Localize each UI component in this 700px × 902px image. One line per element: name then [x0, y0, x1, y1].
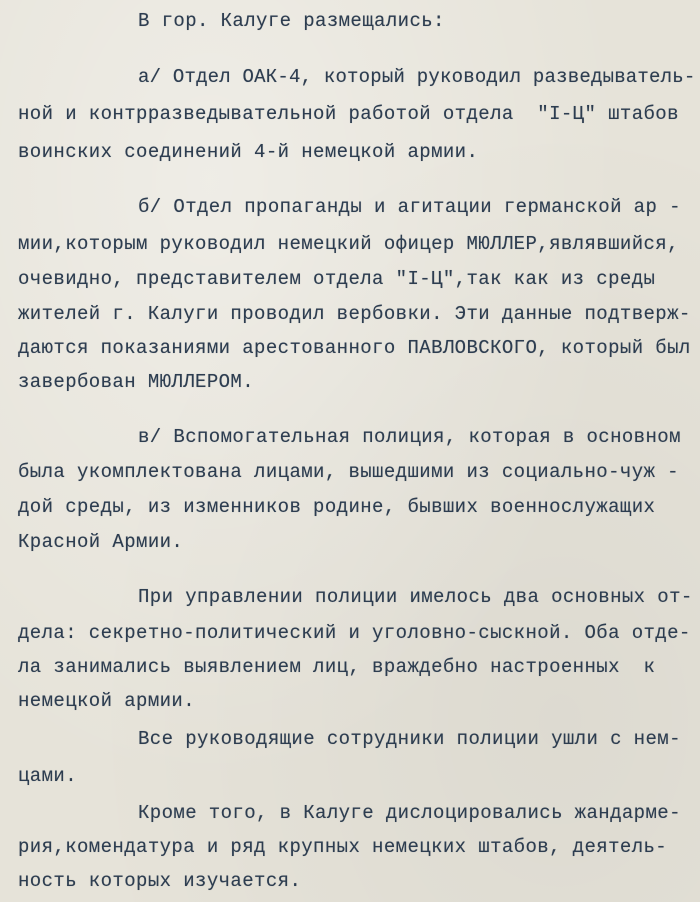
- text-line-17: ла занимались выявлением лиц, враждебно настроенных к: [18, 656, 656, 678]
- text-line-12: была укомплектована лицами, вышедшими из социально-чуж -: [18, 461, 679, 483]
- text-line-21: Кроме того, в Калуге дислоцировались жандарме-: [138, 802, 681, 824]
- text-line-4: воинских соединений 4-й немецкой армии.: [18, 141, 479, 163]
- text-line-7: очевидно, представителем отдела "I-Ц",так как из среды: [18, 268, 656, 290]
- text-line-8: жителей г. Калуги проводил вербовки. Эти данные подтверж-: [18, 303, 691, 325]
- text-line-23: ность которых изучается.: [18, 870, 302, 892]
- text-line-3: ной и контрразведывательной работой отдела "I-Ц" штабов: [18, 103, 679, 125]
- text-line-2: а/ Отдел ОАК-4, который руководил разведыватель-: [138, 66, 696, 88]
- text-line-11: в/ Вспомогательная полиция, которая в основном: [138, 426, 681, 448]
- text-line-22: рия,комендатура и ряд крупных немецких штабов, деятель-: [18, 836, 668, 858]
- text-line-16: дела: секретно-политический и уголовно-сыскной. Оба отде-: [18, 622, 691, 644]
- text-line-15: При управлении полиции имелось два основных от-: [138, 586, 693, 608]
- text-line-5: б/ Отдел пропаганды и агитации германской ар -: [138, 196, 681, 218]
- text-line-9: даются показаниями арестованного ПАВЛОВСКОГО, который был: [18, 337, 691, 359]
- text-line-19: Все руководящие сотрудники полиции ушли с нем-: [138, 728, 681, 750]
- text-line-18: немецкой армии.: [18, 690, 196, 712]
- text-line-1: В гор. Калуге размещались:: [138, 10, 445, 32]
- text-line-20: цами.: [18, 765, 78, 787]
- text-line-13: дой среды, из изменников родине, бывших военнослужащих: [18, 496, 656, 518]
- text-line-6: мии,которым руководил немецкий офицер МЮЛЛЕР,являвшийся,: [18, 233, 679, 255]
- text-line-10: завербован МЮЛЛЕРОМ.: [18, 371, 255, 393]
- text-line-14: Красной Армии.: [18, 531, 184, 553]
